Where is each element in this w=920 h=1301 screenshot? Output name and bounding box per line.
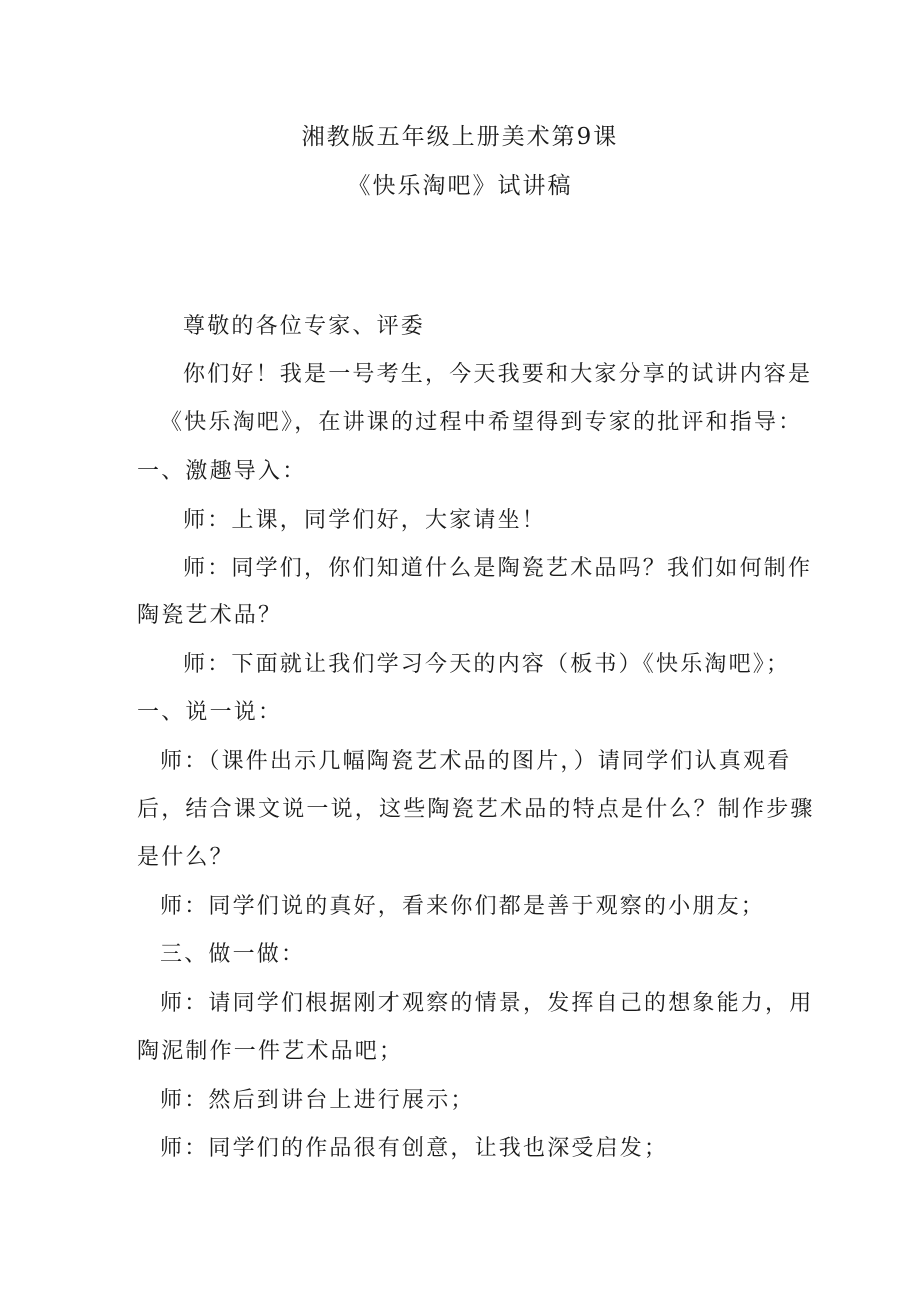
paragraph-line: 你们好！我是一号考生，今天我要和大家分享的试讲内容是 xyxy=(183,362,813,387)
paragraph-line: 陶瓷艺术品？ xyxy=(137,603,283,628)
paragraph-line: 师：下面就让我们学习今天的内容（板书）《快乐淘吧》； xyxy=(183,652,791,677)
paragraph-line: 师：同学们的作品很有创意，让我也深受启发； xyxy=(160,1136,669,1161)
paragraph-line: 《快乐淘吧》，在讲课的过程中希望得到专家的批评和指导： xyxy=(160,410,803,435)
paragraph-line: 陶泥制作一件艺术品吧； xyxy=(137,1039,404,1064)
document-subtitle: 《快乐淘吧》试讲稿 xyxy=(347,173,573,199)
section-heading: 三、做一做： xyxy=(160,942,306,967)
paragraph-line: 师：同学们，你们知道什么是陶瓷艺术品吗？我们如何制作 xyxy=(183,556,813,581)
paragraph-line: 师：（课件出示几幅陶瓷艺术品的图片，）请同学们认真观看 xyxy=(160,749,792,774)
paragraph-line: 是什么？ xyxy=(137,845,234,870)
paragraph-line: 后，结合课文说一说，这些陶瓷艺术品的特点是什么？制作步骤 xyxy=(137,797,815,822)
greeting-line: 尊敬的各位专家、评委 xyxy=(183,314,426,339)
section-heading: 一、说一说： xyxy=(137,700,283,725)
paragraph-line: 师：上课，同学们好，大家请坐！ xyxy=(183,508,547,533)
paragraph-line: 师：请同学们根据刚才观察的情景，发挥自己的想象能力，用 xyxy=(160,991,814,1016)
paragraph-line: 师：同学们说的真好，看来你们都是善于观察的小朋友； xyxy=(160,894,766,919)
paragraph-line: 师：然后到讲台上进行展示； xyxy=(160,1088,475,1113)
section-heading: 一、激趣导入： xyxy=(137,459,307,484)
document-title: 湘教版五年级上册美术第9课 xyxy=(301,124,619,150)
